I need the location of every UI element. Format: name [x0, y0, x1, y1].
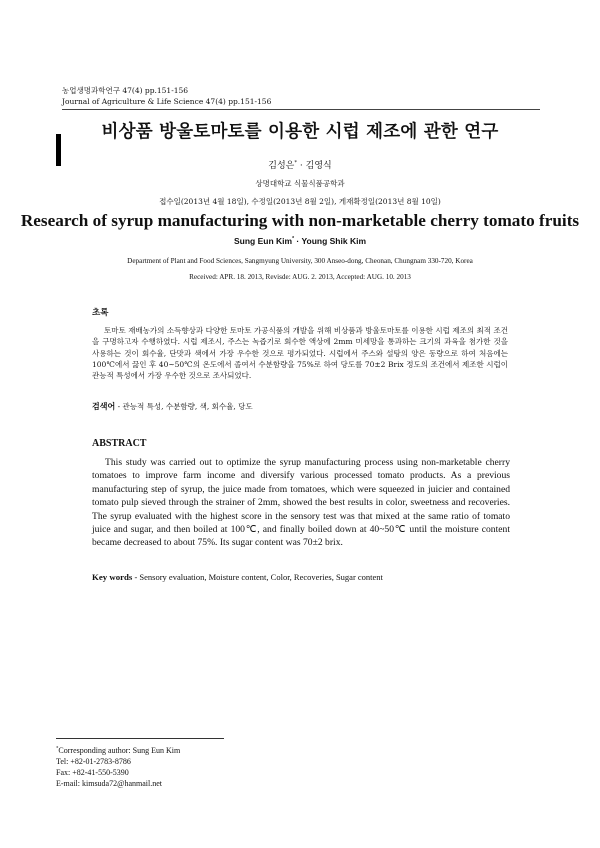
korean-abstract-heading: 초록 [92, 308, 109, 318]
english-affiliation: Department of Plant and Food Sciences, Sangmyung University, 300 Anseo-dong, Cheonan, Chungnam 330-720, Korea [127, 257, 473, 265]
korean-author-1: 김성은 [268, 161, 295, 171]
journal-citation-kr: 농업생명과학연구 47(4) pp.151-156 [62, 86, 189, 95]
header-rule [62, 109, 540, 110]
footnote-corresponding [56, 745, 356, 756]
english-keywords-list: - Sensory evaluation, Moisture content, Color, Recoveries, Sugar content [132, 572, 383, 582]
korean-keywords [92, 401, 508, 412]
korean-affiliation: 상명대학교 식물식품공학과 [255, 179, 345, 188]
korean-title: 비상품 방울토마토를 이용한 시럽 제조에 관한 연구 [101, 122, 499, 142]
english-keywords-label: Key words [92, 572, 133, 582]
english-title: Research of syrup manufacturing with non-marketable cherry tomato fruits [20, 211, 580, 230]
footnote-tel: Tel: +82-01-2783-8786 [56, 757, 131, 766]
english-keywords [92, 572, 512, 582]
english-abstract-heading: ABSTRACT [92, 438, 147, 449]
korean-keywords-label: 검색어 [92, 402, 116, 411]
footnote-rule [56, 738, 224, 739]
english-abstract [92, 456, 510, 550]
english-author-2: Young Shik Kim [301, 236, 367, 246]
english-authors [0, 236, 600, 246]
journal-header [62, 85, 542, 107]
corresponding-author: Corresponding author: Sung Eun Kim [58, 746, 181, 755]
korean-keywords-list: - 관능적 특성, 수분함량, 색, 회수율, 당도 [115, 402, 253, 411]
english-author-1: Sung Eun Kim [233, 236, 293, 246]
author-separator-en: · [294, 236, 302, 246]
korean-abstract-text: 토마토 재배농가의 소득향상과 다양한 토마토 가공식품의 개발을 위해 비상품과 방울토마토를 이용한 시럽 제조의 최적 조건을 구명하고자 수행하였다. 시럽 제조시, 주스는 녹즙기로 회수한 액상에 2mm 미세망을 통과하는 크기의 과육을 첨가한 것을 사용하는 것이 회수율, 단맛과 색에서 가장 우수한 것으로 평가되었다. 시럽에서 주스와 설탕의 양은 동량으로 하여 처음에는 100℃에서 끓인 후 40~50℃의 온도에서 졸여서 수분함량을 75%로 하여 당도를 70±2 Brix 정도의 조건에서 제조한 시럽이 관능적 특성에서 가장 우수한 것으로 조사되었다. [92, 326, 508, 381]
korean-dates: 접수일(2013년 4월 18일), 수정일(2013년 8월 2일), 게재확정일(2013년 8월 10일) [159, 197, 441, 206]
korean-author-2: 김영식 [305, 161, 332, 171]
footnotes [56, 745, 356, 789]
english-dates: Received: APR. 18. 2013, Revisde: AUG. 2. 2013, Accepted: AUG. 10. 2013 [189, 273, 411, 281]
footnote-email: E-mail: kimsuda72@hanmail.net [56, 779, 163, 788]
corresponding-mark: * [294, 160, 298, 166]
footnote-mark: * [56, 746, 59, 752]
author-separator: · [297, 161, 306, 171]
journal-citation-en: Journal of Agriculture & Life Science 47(4) pp.151-156 [62, 97, 272, 106]
korean-abstract [92, 325, 508, 381]
korean-authors [0, 158, 600, 171]
footnote-fax: Fax: +82-41-550-5390 [56, 768, 129, 777]
corresponding-mark-en: * [292, 236, 295, 243]
english-abstract-text: This study was carried out to optimize the syrup manufacturing process using non-marketable cherry tomatoes to improve farm income and diversify various processed tomato products. As a previous manufacturing step of syrup, the juice made from tomatoes, which were squeezed in juicier and contained tomato pulp sieved through the strainer of 2mm, showed the best results in color, sweetness and recoveries. The syrup evaluated with the highest score in the sensory test was that mixed at the same ratio of tomato juice and sugar, and then boiled at 100℃, and finally boiled down at 40~50℃ until the moisture content became decreased to about 75%. Its sugar content was 70±2 brix. [92, 457, 510, 549]
